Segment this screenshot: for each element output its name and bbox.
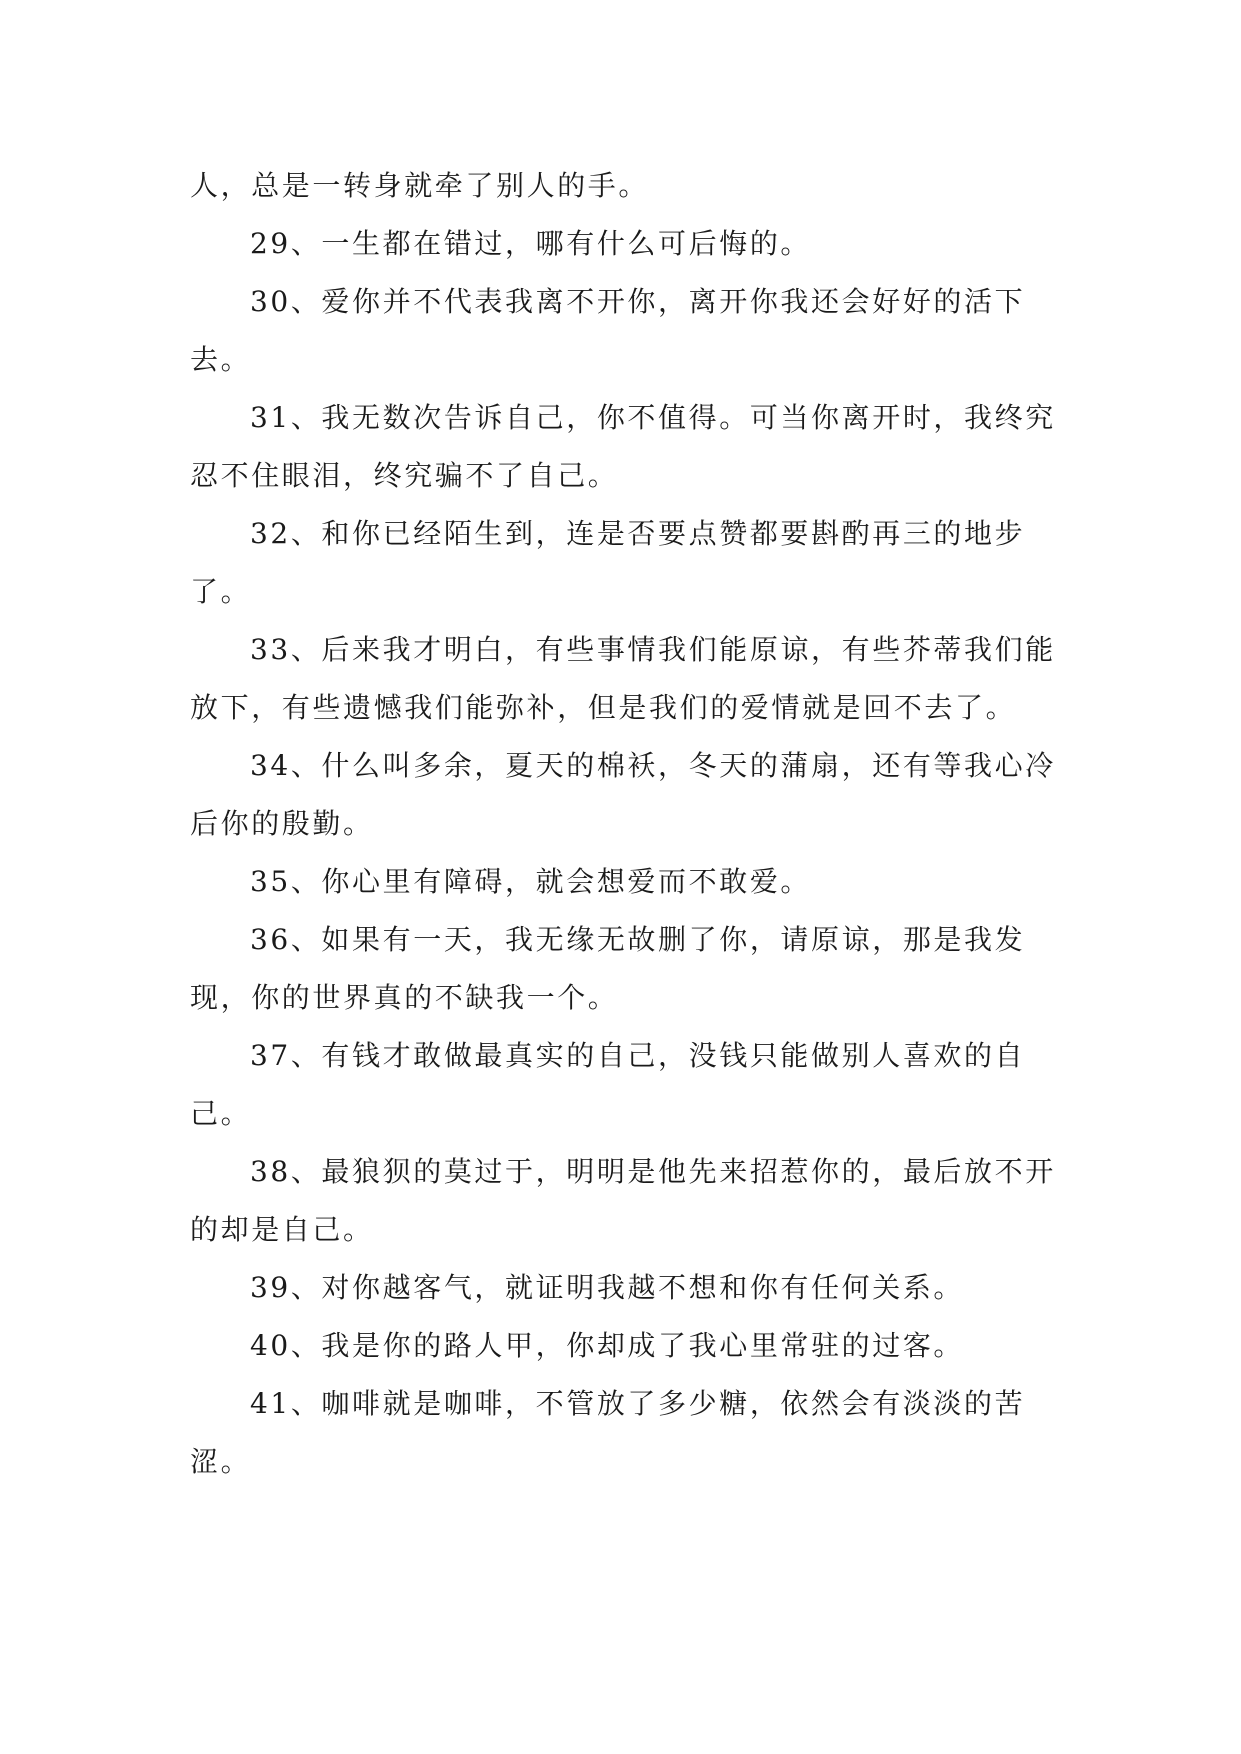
paragraph-32: 32、和你已经陌生到，连是否要点赞都要斟酌再三的地步了。 [190, 517, 1026, 608]
paragraph-36: 36、如果有一天，我无缘无故删了你，请原谅，那是我发现，你的世界真的不缺我一个。 [190, 923, 1026, 1014]
paragraph-30: 30、爱你并不代表我离不开你，离开你我还会好好的活下去。 [190, 285, 1026, 376]
paragraph-39: 39、对你越客气，就证明我越不想和你有任何关系。 [250, 1271, 965, 1304]
paragraph-31: 31、我无数次告诉自己，你不值得。可当你离开时，我终究忍不住眼泪，终究骗不了自己。 [190, 401, 1056, 492]
paragraph-38: 38、最狼狈的莫过于，明明是他先来招惹你的，最后放不开的却是自己。 [190, 1155, 1056, 1246]
paragraph-33: 33、后来我才明白，有些事情我们能原谅，有些芥蒂我们能放下，有些遗憾我们能弥补，但是我们的爱情就是回不去了。 [190, 633, 1056, 724]
paragraph-34: 34、什么叫多余，夏天的棉袄，冬天的蒲扇，还有等我心冷后你的殷勤。 [190, 749, 1056, 840]
paragraph-37: 37、有钱才敢做最真实的自己，没钱只能做别人喜欢的自己。 [190, 1039, 1026, 1130]
paragraph-41: 41、咖啡就是咖啡，不管放了多少糖，依然会有淡淡的苦涩。 [190, 1387, 1026, 1478]
document-body [190, 157, 1060, 1491]
paragraph-29: 29、一生都在错过，哪有什么可后悔的。 [250, 227, 812, 260]
paragraph-continuation: 人，总是一转身就牵了别人的手。 [190, 169, 650, 202]
paragraph-40: 40、我是你的路人甲，你却成了我心里常驻的过客。 [250, 1329, 965, 1362]
paragraph-35: 35、你心里有障碍，就会想爱而不敢爱。 [250, 865, 812, 898]
